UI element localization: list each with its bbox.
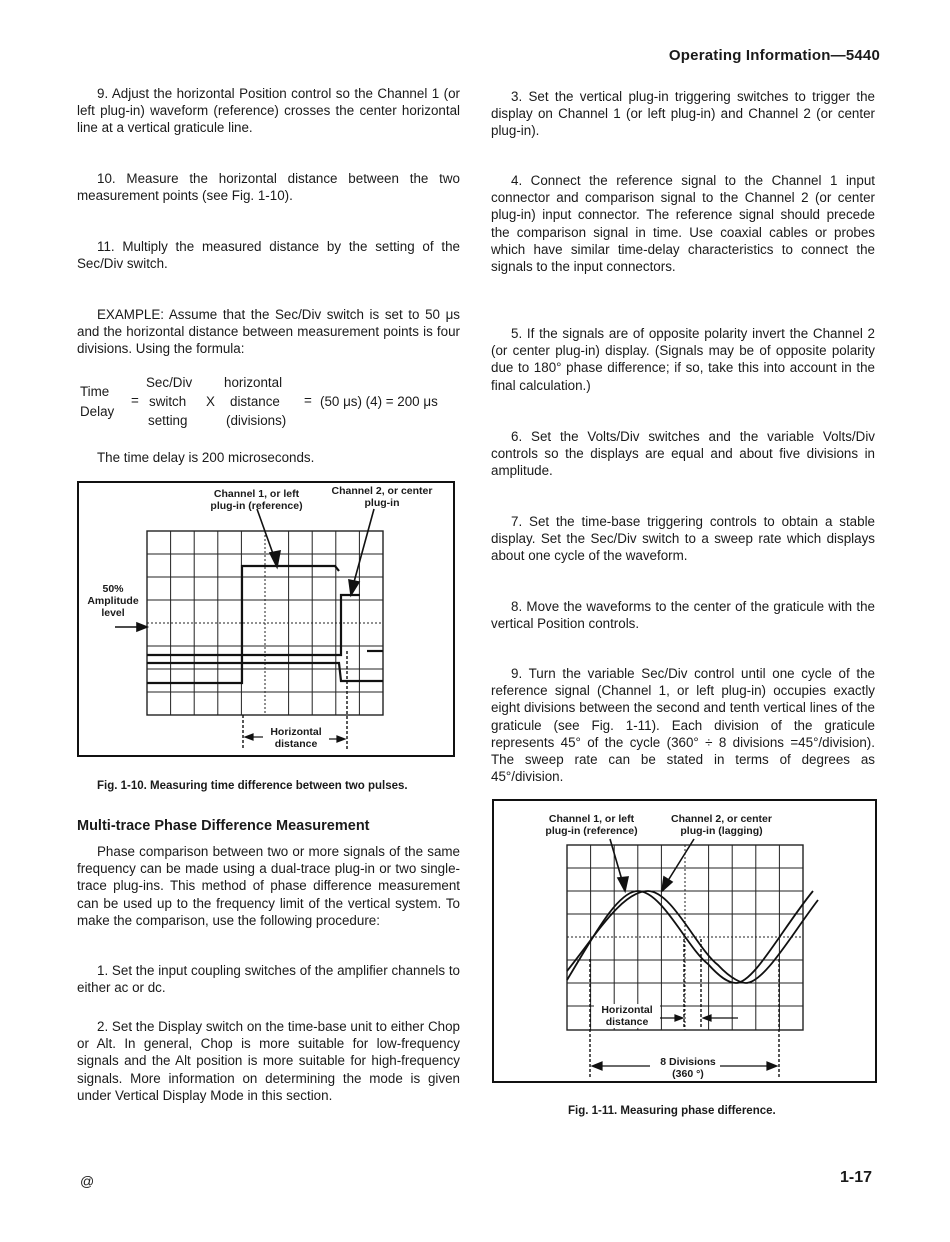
- figure-1-10: [77, 481, 455, 757]
- fig1-ch1-line2: plug-in (reference): [210, 500, 303, 512]
- section-heading: Multi-trace Phase Difference Measurement: [77, 818, 370, 834]
- phase-graticule: [492, 799, 877, 1083]
- step-6: 6. Set the Volts/Div switches and the variable Volts/Div controls so the displays are equal and about five divisions in amplitude.: [491, 429, 875, 479]
- step-1: 1. Set the input coupling switches of the amplifier channels to either ac or dc.: [77, 963, 460, 996]
- formula-secdiv: Sec/Div: [146, 375, 193, 390]
- fig1-distance-label: [260, 726, 332, 750]
- formula-result: (50 μs) (4) = 200 μs: [320, 394, 438, 409]
- formula-equals-1: =: [131, 393, 139, 408]
- fig2-ch2-label: [654, 813, 789, 837]
- fig1-ch1-line1: Channel 1, or left: [213, 488, 300, 500]
- fig2-ch2-line1: Channel 2, or center: [671, 813, 772, 825]
- fig2-ch1-line1: Channel 1, or left: [548, 813, 635, 825]
- step-7: 7. Set the time-base triggering controls to obtain a stable display. Set the Sec/Div switch to a sweep rate which displays about one cycle of the waveform.: [491, 514, 875, 564]
- footer-symbol: @: [80, 1173, 95, 1189]
- fig2-ch2-line2: plug-in (lagging): [680, 825, 763, 837]
- fig1-amp-line2: Amplitude: [87, 595, 139, 607]
- fig2-distance-label: [594, 1004, 660, 1028]
- fig2-div-line1: 8 Divisions: [660, 1056, 716, 1068]
- formula-horizontal: horizontal: [224, 375, 283, 390]
- formula-switch: switch: [149, 394, 187, 409]
- fig2-dist-line1: Horizontal: [601, 1004, 653, 1016]
- pulse-graticule: [77, 481, 455, 757]
- page-header: Operating Information—5440: [668, 47, 880, 64]
- fig1-dist-line1: Horizontal: [270, 726, 322, 738]
- fig1-ch1-label: [189, 488, 324, 512]
- step-8: 8. Move the waveforms to the center of the graticule with the vertical Position controls.: [491, 599, 875, 632]
- step-10: 10. Measure the horizontal distance between the two measurement points (see Fig. 1-10).: [77, 171, 460, 204]
- fig1-amp-line3: level: [101, 607, 125, 619]
- formula-equals-2: =: [304, 393, 312, 408]
- fig2-div-line2: (360 °): [672, 1068, 704, 1080]
- fig-1-10-caption: Fig. 1-10. Measuring time difference between two pulses.: [97, 780, 408, 792]
- fig2-ch1-label: [524, 813, 659, 837]
- fig1-dist-line2: distance: [274, 738, 318, 750]
- result-text: The time delay is 200 microseconds.: [97, 450, 315, 465]
- formula-distance: distance: [230, 394, 280, 409]
- example-paragraph: EXAMPLE: Assume that the Sec/Div switch is set to 50 μs and the horizontal distance between measurement points is four divisions. Using the formula:: [77, 307, 460, 357]
- fig2-ch1-line2: plug-in (reference): [545, 825, 638, 837]
- fig1-ch2-label: [317, 485, 447, 509]
- step-3: 3. Set the vertical plug-in triggering switches to trigger the display on Channel 1 (or left plug-in) and Channel 2 (or center plug-in).: [491, 89, 875, 139]
- formula-time: Time: [80, 384, 110, 399]
- fig2-divisions-label: [650, 1056, 726, 1080]
- fig1-ch2-line1: Channel 2, or center: [331, 485, 433, 497]
- formula-divisions: (divisions): [226, 413, 287, 428]
- step-9-left: 9. Adjust the horizontal Position control so the Channel 1 (or left plug-in) waveform (reference) crosses the center horizontal line at a vertical graticule line.: [77, 86, 460, 136]
- fig2-dist-line2: distance: [605, 1016, 649, 1028]
- fig-1-11-caption: Fig. 1-11. Measuring phase difference.: [568, 1105, 776, 1117]
- formula-times: X: [206, 394, 215, 409]
- step-5: 5. If the signals are of opposite polarity invert the Channel 2 (or center plug-in) display. (Signals may be of opposite polarity due to 180° phase difference; if so, take this into account in the final calculation.): [491, 326, 875, 393]
- formula-delay: Delay: [80, 404, 115, 419]
- fig1-amplitude-label: [79, 583, 147, 619]
- fig1-amp-line1: 50%: [102, 583, 124, 595]
- step-2: 2. Set the Display switch on the time-base unit to either Chop or Alt. In general, Chop is more suitable for low-frequency signals and the Alt position is more suitable for high-frequency signals. More information on determining the mode is given under Vertical Display Mode in this section.: [77, 1019, 460, 1103]
- step-4: 4. Connect the reference signal to the Channel 1 input connector and comparison signal to the Channel 2 (or center plug-in) input connector. The reference signal should precede the comparison signal in time. Use coaxial cables or probes which have similar time-delay characteristics to connect the signals to the input connectors.: [491, 173, 875, 275]
- formula-setting: setting: [148, 413, 188, 428]
- phase-intro: Phase comparison between two or more signals of the same frequency can be made using a dual-trace plug-in or two single-trace plug-ins. This method of phase difference measurement can be used up to the frequency limit of the vertical system. To make the comparison, use the following procedure:: [77, 844, 460, 928]
- figure-1-11: [492, 799, 877, 1083]
- time-delay-formula: [77, 372, 467, 434]
- page-number: 1-17: [840, 1169, 873, 1186]
- step-9-right: 9. Turn the variable Sec/Div control until one cycle of the reference signal (Channel 1, or left plug-in) occupies exactly eight divisions between the second and tenth vertical lines of the graticule (see Fig. 1-11). Each division of the graticule represents 45° of the cycle (360° ÷ 8 divisions =45°/division). The sweep rate can be stated in terms of degrees as 45°/division.: [491, 666, 875, 785]
- step-11: 11. Multiply the measured distance by the setting of the Sec/Div switch.: [77, 239, 460, 272]
- fig1-ch2-line2: plug-in: [364, 497, 400, 509]
